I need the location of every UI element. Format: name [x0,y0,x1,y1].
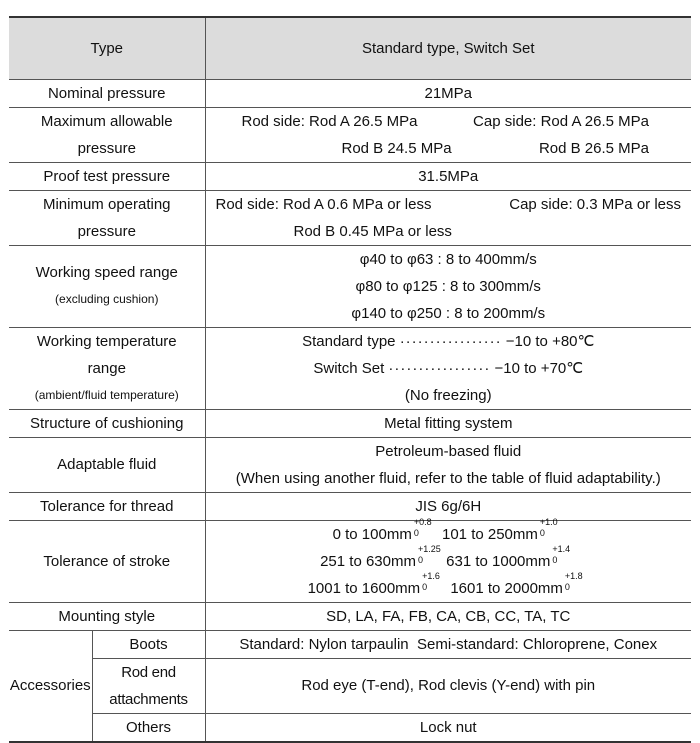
temperature-label-1: Working temperature [36,332,177,350]
nominal-pressure-value: 21MPa [205,79,691,107]
temperature-label-cell [9,327,205,409]
speed-line-3: φ140 to φ250 : 8 to 200mm/s [351,304,546,322]
tolerance-lower: 0 [413,527,419,538]
stroke-tolerance [416,543,442,568]
temperature-standard-value: −10 to +80℃ [505,332,595,350]
temperature-note: (No freezing) [404,386,492,404]
min-pressure-row-b [216,218,682,245]
stroke-line-3 [206,570,692,602]
temperature-switch-line [206,355,692,382]
stroke-line-2 [206,543,692,575]
min-pressure-label-2: pressure [77,222,136,240]
stroke-tolerance [550,543,576,568]
max-pressure-label-cell [9,107,205,162]
fluid-label: Adaptable fluid [9,437,205,492]
tolerance-upper: +1.8 [564,570,583,581]
stroke-tolerance [538,516,564,541]
mounting-label: Mounting style [9,602,205,630]
stroke-range: 101 to 250mm [442,525,538,543]
cushioning-value: Metal fitting system [205,409,691,437]
max-pressure-value-cell [205,107,691,162]
proof-pressure-value: 31.5MPa [205,162,691,190]
stroke-range: 1601 to 2000mm [450,579,563,597]
stroke-label: Tolerance of stroke [9,520,205,602]
tolerance-lower: 0 [422,581,428,592]
temperature-switch-label: Switch Set [313,359,385,377]
others-label: Others [92,713,205,742]
fluid-line-1: Petroleum-based fluid [375,442,522,460]
max-pressure-label-1: Maximum allowable [40,112,173,130]
max-pressure-label-2: pressure [77,139,136,157]
speed-line-2: φ80 to φ125 : 8 to 300mm/s [355,277,541,295]
header-type: Type [90,39,124,57]
proof-pressure-label: Proof test pressure [9,162,205,190]
stroke-range: 1001 to 1600mm [307,579,421,597]
tolerance-lower: 0 [417,554,423,565]
min-pressure-rod-b: Rod B 0.45 MPa or less [293,222,452,240]
stroke-tolerance [420,570,446,595]
others-value: Lock nut [205,713,691,742]
stroke-range: 631 to 1000mm [446,552,551,570]
thread-value: JIS 6g/6H [205,492,691,520]
speed-line-1: φ40 to φ63 : 8 to 400mm/s [359,250,537,268]
rod-end-label: Rod end attachments [92,658,205,713]
min-pressure-rod-a: Rod side: Rod A 0.6 MPa or less [215,195,432,213]
fluid-value-cell [205,437,691,492]
boots-label: Boots [92,630,205,658]
header-value-cell [205,17,691,79]
tolerance-lower: 0 [552,554,558,565]
temperature-standard-dots: ················· [399,332,502,350]
temperature-standard-label: Standard type [302,332,396,350]
stroke-range: 251 to 630mm [320,552,416,570]
min-pressure-label-cell [9,190,205,245]
spec-table [9,16,691,743]
speed-value-cell [205,245,691,327]
max-pressure-cap-b: Rod B 26.5 MPa [538,139,649,157]
min-pressure-label-1: Minimum operating [42,195,171,213]
temperature-value-cell [205,327,691,409]
min-pressure-row-a [216,191,682,218]
header-value: Standard type, Switch Set [361,39,535,57]
max-pressure-cap-a: Cap side: Rod A 26.5 MPa [473,112,649,130]
mounting-value: SD, LA, FA, FB, CA, CB, CC, TA, TC [205,602,691,630]
tolerance-upper: +0.8 [413,516,432,527]
temperature-standard-line [206,328,692,355]
max-pressure-row-b [242,135,650,162]
tolerance-upper: +1.4 [552,543,571,554]
max-pressure-row-a [242,108,650,135]
tolerance-lower: 0 [564,581,570,592]
header-type-cell [9,17,205,79]
stroke-tolerance [412,516,438,541]
speed-label: Working speed range [35,264,178,281]
rod-end-value: Rod eye (T-end), Rod clevis (Y-end) with pin [205,658,691,713]
temperature-switch-value: −10 to +70℃ [494,359,584,377]
fluid-line-2: (When using another fluid, refer to the table of fluid adaptability.) [235,469,661,487]
tolerance-lower: 0 [539,527,545,538]
tolerance-upper: +1.6 [422,570,440,581]
tolerance-upper: +1.0 [539,516,558,527]
max-pressure-rod-a: Rod side: Rod A 26.5 MPa [241,112,418,130]
min-pressure-cap: Cap side: 0.3 MPa or less [509,195,681,213]
stroke-tolerance [563,570,589,595]
stroke-line-1 [206,516,692,548]
temperature-sublabel: (ambient/fluid temperature) [34,387,179,402]
nominal-pressure-label: Nominal pressure [9,79,205,107]
max-pressure-rod-b: Rod B 24.5 MPa [341,139,452,157]
speed-sublabel: (excluding cushion) [55,292,159,306]
tolerance-upper: +1.25 [417,543,441,554]
stroke-range: 0 to 100mm [332,525,412,543]
accessories-label: Accessories [9,630,92,742]
cushioning-label: Structure of cushioning [9,409,205,437]
boots-value: Standard: Nylon tarpaulin Semi-standard: Chloroprene, Conex [205,630,691,658]
stroke-value-cell [205,516,691,602]
temperature-switch-dots: ················· [388,359,491,377]
thread-label: Tolerance for thread [9,492,205,520]
speed-label-cell [9,245,205,327]
min-pressure-value-cell [205,190,691,245]
temperature-label-2: range [87,359,126,377]
